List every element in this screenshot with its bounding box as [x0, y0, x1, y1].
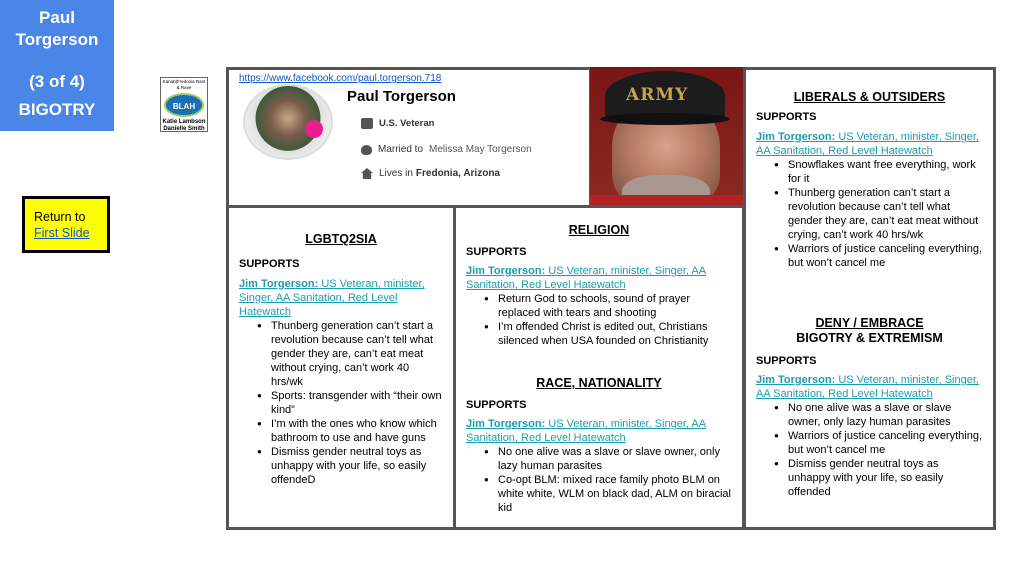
- deny-supporter-name: Jim Torgerson:: [756, 374, 836, 386]
- profile-veteran-row: [361, 118, 434, 129]
- title-topic: BIGOTRY: [18, 100, 96, 119]
- group-logo: [160, 77, 208, 132]
- return-box: [22, 196, 110, 253]
- cap-text: ARMY: [626, 85, 689, 105]
- list-item: ● I’m offended Christ is edited out, Christians silenced when USA founded on Christianity: [466, 320, 732, 348]
- lgbt-heading: LGBTQ2SIA: [305, 232, 377, 246]
- list-item: ● Dismiss gender neutral toys as unhappy with your life, so easily offendeD: [239, 445, 443, 487]
- lives-place: Fredonia, Arizona: [415, 168, 500, 179]
- veteran-icon: [361, 118, 373, 129]
- title-part: (3 of 4): [29, 72, 85, 91]
- house-icon: [361, 168, 373, 179]
- profile-photo: [590, 67, 745, 207]
- race-supporter-desc: US Veteran, minister, Singer, AA Sanitation, Red Level Hatewatch: [466, 418, 707, 444]
- liberals-heading: LIBERALS & OUTSIDERS: [793, 90, 946, 104]
- race-heading: RACE, NATIONALITY: [536, 376, 662, 390]
- profile-veteran: U.S. Veteran: [379, 118, 435, 129]
- list-item: ● Sports: transgender with “their own kind”: [239, 389, 443, 417]
- list-item: ● No one alive was a slave or slave owner, only lazy human parasites: [756, 401, 983, 429]
- race-supporter-name: Jim Torgerson:: [466, 418, 546, 430]
- married-name: Melissa May Torgerson: [429, 144, 532, 155]
- list-item: ● Snowflakes want free everything, work for it: [756, 158, 983, 186]
- religion-list: [466, 292, 732, 348]
- profile-lives-row: [361, 168, 500, 179]
- logo-name-1: Katie Lambson: [162, 119, 206, 125]
- religion-supporter-desc: US Veteran, minister, Singer, AA Sanitation, Red Level Hatewatch: [466, 265, 707, 291]
- married-prefix: Married to: [378, 144, 424, 155]
- liberals-supporter-name: Jim Torgerson:: [756, 131, 836, 143]
- list-item: ● No one alive was a slave or slave owner, only lazy human parasites: [466, 445, 732, 473]
- deny-supports: SUPPORTS: [756, 355, 817, 367]
- religion-heading: RELIGION: [568, 223, 630, 237]
- liberals-supporter-desc: US Veteran, minister, Singer, AA Sanitation, Red Level Hatewatch: [756, 131, 979, 157]
- race-supports: SUPPORTS: [466, 399, 527, 411]
- profile-avatar: [243, 84, 333, 160]
- liberals-supporter[interactable]: [756, 130, 983, 158]
- slide-title-box: [0, 0, 114, 131]
- lgbt-supporter-desc: US Veteran, minister, Singer, AA Sanitation, Red Level Hatewatch: [239, 278, 425, 318]
- lgbt-supporter[interactable]: [239, 277, 443, 319]
- list-item: ● Warriors of justice canceling everything, but won’t cancel me: [756, 429, 983, 457]
- list-item: ● Return God to schools, sound of prayer replaced with tears and shooting: [466, 292, 732, 320]
- first-slide-link[interactable]: First Slide: [34, 226, 90, 240]
- profile-married-row: [361, 144, 532, 155]
- liberals-list: [756, 158, 983, 270]
- vaccine-badge-icon: [305, 120, 323, 138]
- lgbt-section: [226, 205, 456, 530]
- deny-heading: DENY / EMBRACE: [815, 316, 924, 330]
- list-item: ● Thunberg generation can’t start a revolution because can’t tell what gender they are, can’t eat meat without crying, can’t work 40 hrs/wk: [239, 319, 443, 389]
- heart-icon: [361, 145, 372, 155]
- title-first-name: Paul: [39, 8, 75, 27]
- deny-supporter[interactable]: [756, 373, 983, 401]
- profile-name: Paul Torgerson: [347, 88, 456, 105]
- deny-heading-2: BIGOTRY & EXTREMISM: [796, 331, 943, 345]
- list-item: ● I’m with the ones who know which bathroom to use and have guns: [239, 417, 443, 445]
- title-last-name: Torgerson: [15, 30, 99, 49]
- return-text: Return to: [34, 210, 86, 224]
- religion-supports: SUPPORTS: [466, 246, 527, 258]
- logo-brand: BLAH: [164, 93, 204, 117]
- logo-group-name: Kanab|Fredonia Rant & Rave: [162, 79, 206, 90]
- religion-race-section: [453, 205, 745, 530]
- liberals-deny-section: [743, 67, 996, 530]
- lives-prefix: Lives in: [379, 168, 413, 179]
- logo-name-2: Danielle Smith: [163, 126, 205, 132]
- facebook-profile-link[interactable]: https://www.facebook.com/paul.torgerson.718: [239, 73, 442, 84]
- race-supporter[interactable]: [466, 417, 732, 445]
- lgbt-supporter-name: Jim Torgerson:: [239, 278, 319, 290]
- religion-supporter[interactable]: [466, 264, 732, 292]
- lgbt-supports: SUPPORTS: [239, 258, 300, 270]
- cap-brim-shape: [600, 113, 730, 125]
- deny-list: [756, 401, 983, 499]
- liberals-supports: SUPPORTS: [756, 111, 817, 123]
- religion-supporter-name: Jim Torgerson:: [466, 265, 546, 277]
- deny-supporter-desc: US Veteran, minister, Singer, AA Sanitation, Red Level Hatewatch: [756, 374, 979, 400]
- list-item: ● Warriors of justice canceling everything, but won’t cancel me: [756, 242, 983, 270]
- profile-card: [226, 67, 592, 208]
- list-item: ● Co-opt BLM: mixed race family photo BLM on white white, WLM on black dad, ALM on biracial kid: [466, 473, 732, 515]
- race-list: [466, 445, 732, 515]
- list-item: ● Dismiss gender neutral toys as unhappy with your life, so easily offended: [756, 457, 983, 499]
- lgbt-list: [239, 319, 443, 487]
- list-item: ● Thunberg generation can’t start a revolution because can’t tell what gender they are, can’t eat meat without crying, can’t work 40 hrs/wk: [756, 186, 983, 242]
